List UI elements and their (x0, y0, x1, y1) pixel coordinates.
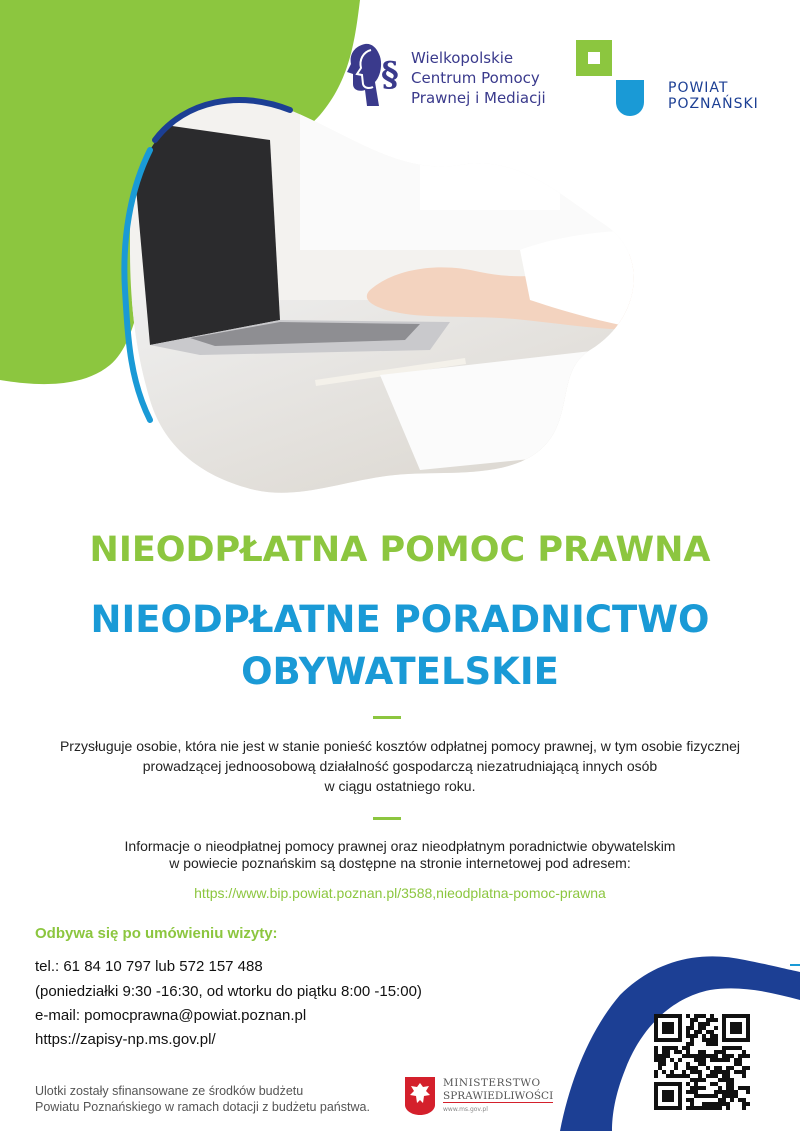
title-civic-counseling-line2: OBYWATELSKIE (241, 650, 559, 693)
qr-code[interactable] (654, 1014, 750, 1110)
powiat-line2: POZNAŃSKI (668, 96, 759, 112)
wcppm-logo (345, 42, 555, 108)
contact-phone[interactable]: tel.: 61 84 10 797 lub 572 157 488 (35, 958, 263, 975)
info-link[interactable]: https://www.bip.powiat.poznan.pl/3588,nieodplatna-pomoc-prawna (194, 885, 606, 901)
footer-line2: Powiatu Poznańskiego w ramach dotacji z budżetu państwa. (35, 1100, 370, 1114)
wcppm-line2: Centrum Pomocy (411, 69, 540, 87)
eligibility-line2: prowadzącej jednoosobową działalność gospodarczą niezatrudniającą innych osób (142, 758, 658, 774)
eligibility-line1: Przysługuje osobie, która nie jest w stanie ponieść kosztów odpłatnej pomocy prawnej, w tym osobie fizycznej (59, 738, 741, 754)
divider-dash (373, 716, 401, 719)
info-line2: w powiecie poznańskim są dostępne na stronie internetowej pod adresem: (169, 855, 631, 871)
footer-line1: Ulotki zostały sfinansowane ze środków budżetu (35, 1084, 304, 1098)
title-civic-counseling-line1: NIEODPŁATNE PORADNICTWO (90, 598, 710, 641)
ministry-website: www.ms.gov.pl (443, 1106, 488, 1113)
ministry-line2: SPRAWIEDLIWOŚCI (443, 1090, 554, 1102)
laptop-photo (100, 80, 660, 500)
ministry-logo (405, 1077, 565, 1117)
powiat-line1: POWIAT (668, 80, 729, 96)
powiat-logo (576, 40, 766, 120)
profile-faces-paragraph-icon (345, 42, 401, 108)
contact-website[interactable]: https://zapisy-np.ms.gov.pl/ (35, 1031, 216, 1048)
ministry-line1: MINISTERSTWO (443, 1077, 541, 1089)
eligibility-line3: w ciągu ostatniego roku. (324, 778, 476, 794)
svg-text:§: § (381, 55, 399, 95)
wcppm-line3: Prawnej i Mediacji (411, 89, 546, 107)
wcppm-line1: Wielkopolskie (411, 49, 514, 67)
polish-eagle-emblem-icon (405, 1077, 435, 1115)
info-line1: Informacje o nieodpłatnej pomocy prawnej oraz nieodpłatnym poradnictwie obywatelskim (124, 838, 676, 854)
powiat-squares-icon (576, 40, 646, 120)
appointment-heading: Odbywa się po umówieniu wizyty: (35, 925, 278, 942)
title-free-legal-aid: NIEODPŁATNA POMOC PRAWNA (89, 530, 711, 570)
contact-hours: (poniedziałki 9:30 -16:30, od wtorku do piątku 8:00 -15:00) (35, 983, 422, 1000)
contact-email[interactable]: e-mail: pomocprawna@powiat.poznan.pl (35, 1007, 307, 1024)
divider-dash (373, 817, 401, 820)
